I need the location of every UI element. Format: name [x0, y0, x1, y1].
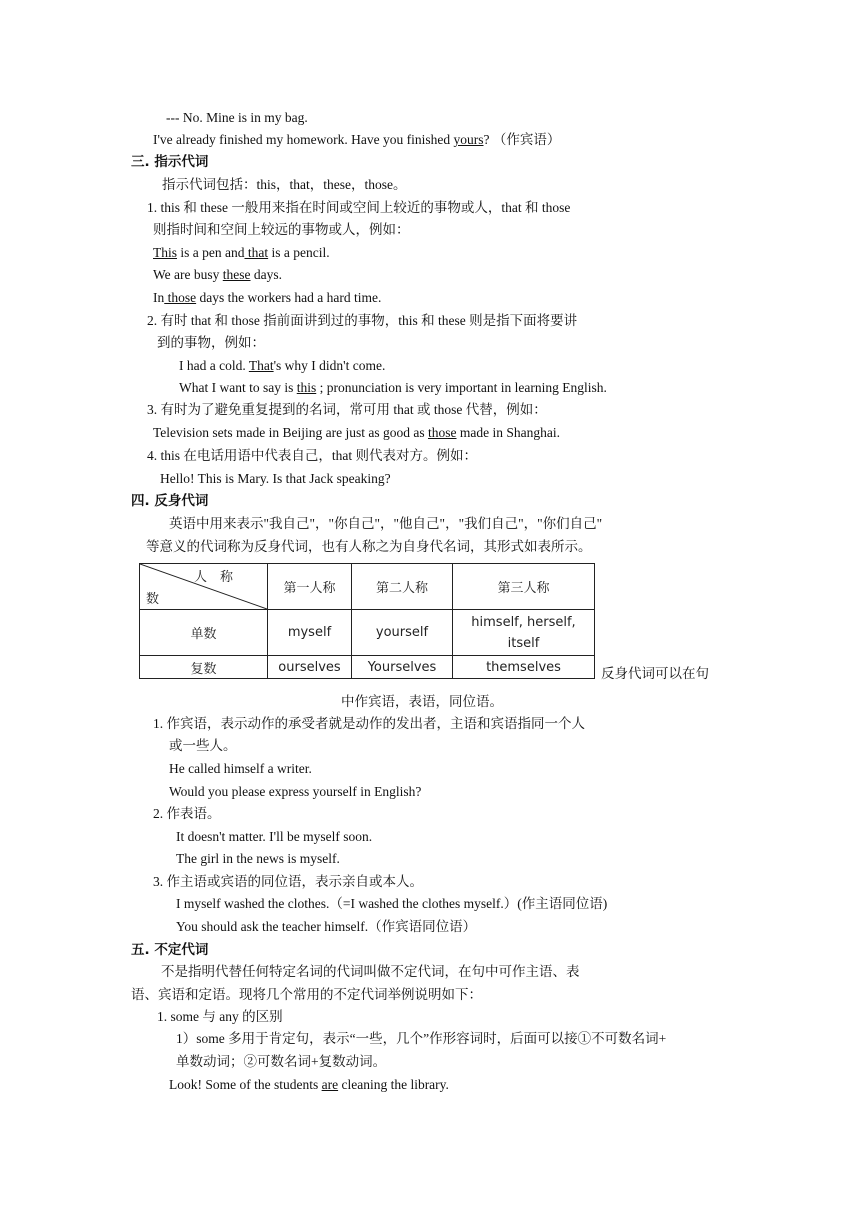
text-line: 指示代词包括：this，that，these，those。 [162, 177, 407, 192]
text-line: 等意义的代词称为反身代词，也有人称之为自身代名词，其形式如表所示。 [146, 539, 592, 554]
text-line: 或一些人。 [169, 738, 237, 753]
section-heading: 三. 指示代词 [131, 154, 209, 170]
table-header: 第二人称 [352, 564, 453, 610]
text-line: 3. 作主语或宾语的同位语，表示亲自或本人。 [153, 874, 423, 889]
text-line: 1）some 多用于肯定句，表示“一些，几个”作形容词时，后面可以接①不可数名词+ [176, 1031, 667, 1046]
table-cell: Yourselves [352, 656, 453, 679]
text-line: 中作宾语，表语，同位语。 [341, 694, 503, 709]
text-line: 3. 有时为了避免重复提到的名词，常可用 that 或 those 代替，例如： [147, 402, 547, 417]
reflexive-pronoun-table [139, 563, 595, 679]
example-sentence: The girl in the news is myself. [176, 851, 340, 866]
text-line: 2. 作表语。 [153, 806, 221, 821]
example-sentence: This is a pen and that is a pencil. [153, 245, 330, 260]
example-sentence: It doesn't matter. I'll be myself soon. [176, 829, 373, 844]
corner-label-person: 人 称 [194, 570, 234, 585]
example-sentence: In those days the workers had a hard time. [153, 290, 382, 305]
table-header: 第三人称 [453, 564, 595, 610]
text-line: 到的事物，例如： [157, 335, 265, 350]
example-sentence: You should ask the teacher himself.（作宾语同位语） [176, 919, 477, 934]
text-line: 反身代词可以在句 [601, 666, 709, 681]
table-cell: myself [268, 610, 352, 656]
table-cell: himself, herself, itself [453, 610, 595, 656]
example-sentence: Television sets made in Beijing are just as good as those made in Shanghai. [153, 425, 560, 440]
table-header: 第一人称 [268, 564, 352, 610]
text-line: --- No. Mine is in my bag. [166, 110, 308, 125]
table-cell: yourself [352, 610, 453, 656]
text-line: 1. this 和 these 一般用来指在时间或空间上较近的事物或人，that 和 those [147, 200, 571, 215]
example-sentence: I myself washed the clothes.（=I washed the clothes myself.）(作主语同位语) [176, 896, 608, 911]
text-line: 4. this 在电话用语中代表自己，that 则代表对方。例如： [147, 448, 477, 463]
example-sentence: What I want to say is this ; pronunciation is very important in learning English. [179, 380, 607, 395]
text-line: 语、宾语和定语。现将几个常用的不定代词举例说明如下： [131, 987, 482, 1002]
text-line: 单数动词；②可数名词+复数动词。 [176, 1054, 387, 1069]
example-sentence: Would you please express yourself in English? [169, 784, 422, 799]
table-row [140, 656, 595, 679]
text-line: 英语中用来表示"我自己"，"你自己"，"他自己"，"我们自己"，"你们自己" [169, 516, 603, 531]
text-line: I've already finished my homework. Have you finished yours? （作宾语） [153, 132, 561, 147]
example-sentence: I had a cold. That's why I didn't come. [179, 358, 386, 373]
section-heading: 五. 不定代词 [131, 942, 209, 958]
table-row [140, 610, 595, 656]
row-label: 复数 [140, 656, 268, 679]
section-heading: 四. 反身代词 [131, 493, 209, 509]
row-label: 单数 [140, 610, 268, 656]
table-corner-cell [140, 564, 268, 610]
example-sentence: Hello! This is Mary. Is that Jack speaking? [160, 471, 391, 486]
example-sentence: We are busy these days. [153, 267, 283, 282]
example-sentence: Look! Some of the students are cleaning the library. [169, 1077, 449, 1092]
corner-label-number: 数 [146, 592, 160, 607]
text-line: 1. some 与 any 的区别 [157, 1009, 283, 1024]
table-cell: ourselves [268, 656, 352, 679]
text-line: 2. 有时 that 和 those 指前面讲到过的事物，this 和 these 则是指下面将要讲 [147, 313, 578, 328]
text-line: 则指时间和空间上较远的事物或人，例如： [153, 222, 410, 237]
text-line: 1. 作宾语，表示动作的承受者就是动作的发出者，主语和宾语指同一个人 [153, 716, 585, 731]
text-line: 不是指明代替任何特定名词的代词叫做不定代词，在句中可作主语、表 [161, 964, 580, 979]
table-cell: themselves [453, 656, 595, 679]
example-sentence: He called himself a writer. [169, 761, 312, 776]
